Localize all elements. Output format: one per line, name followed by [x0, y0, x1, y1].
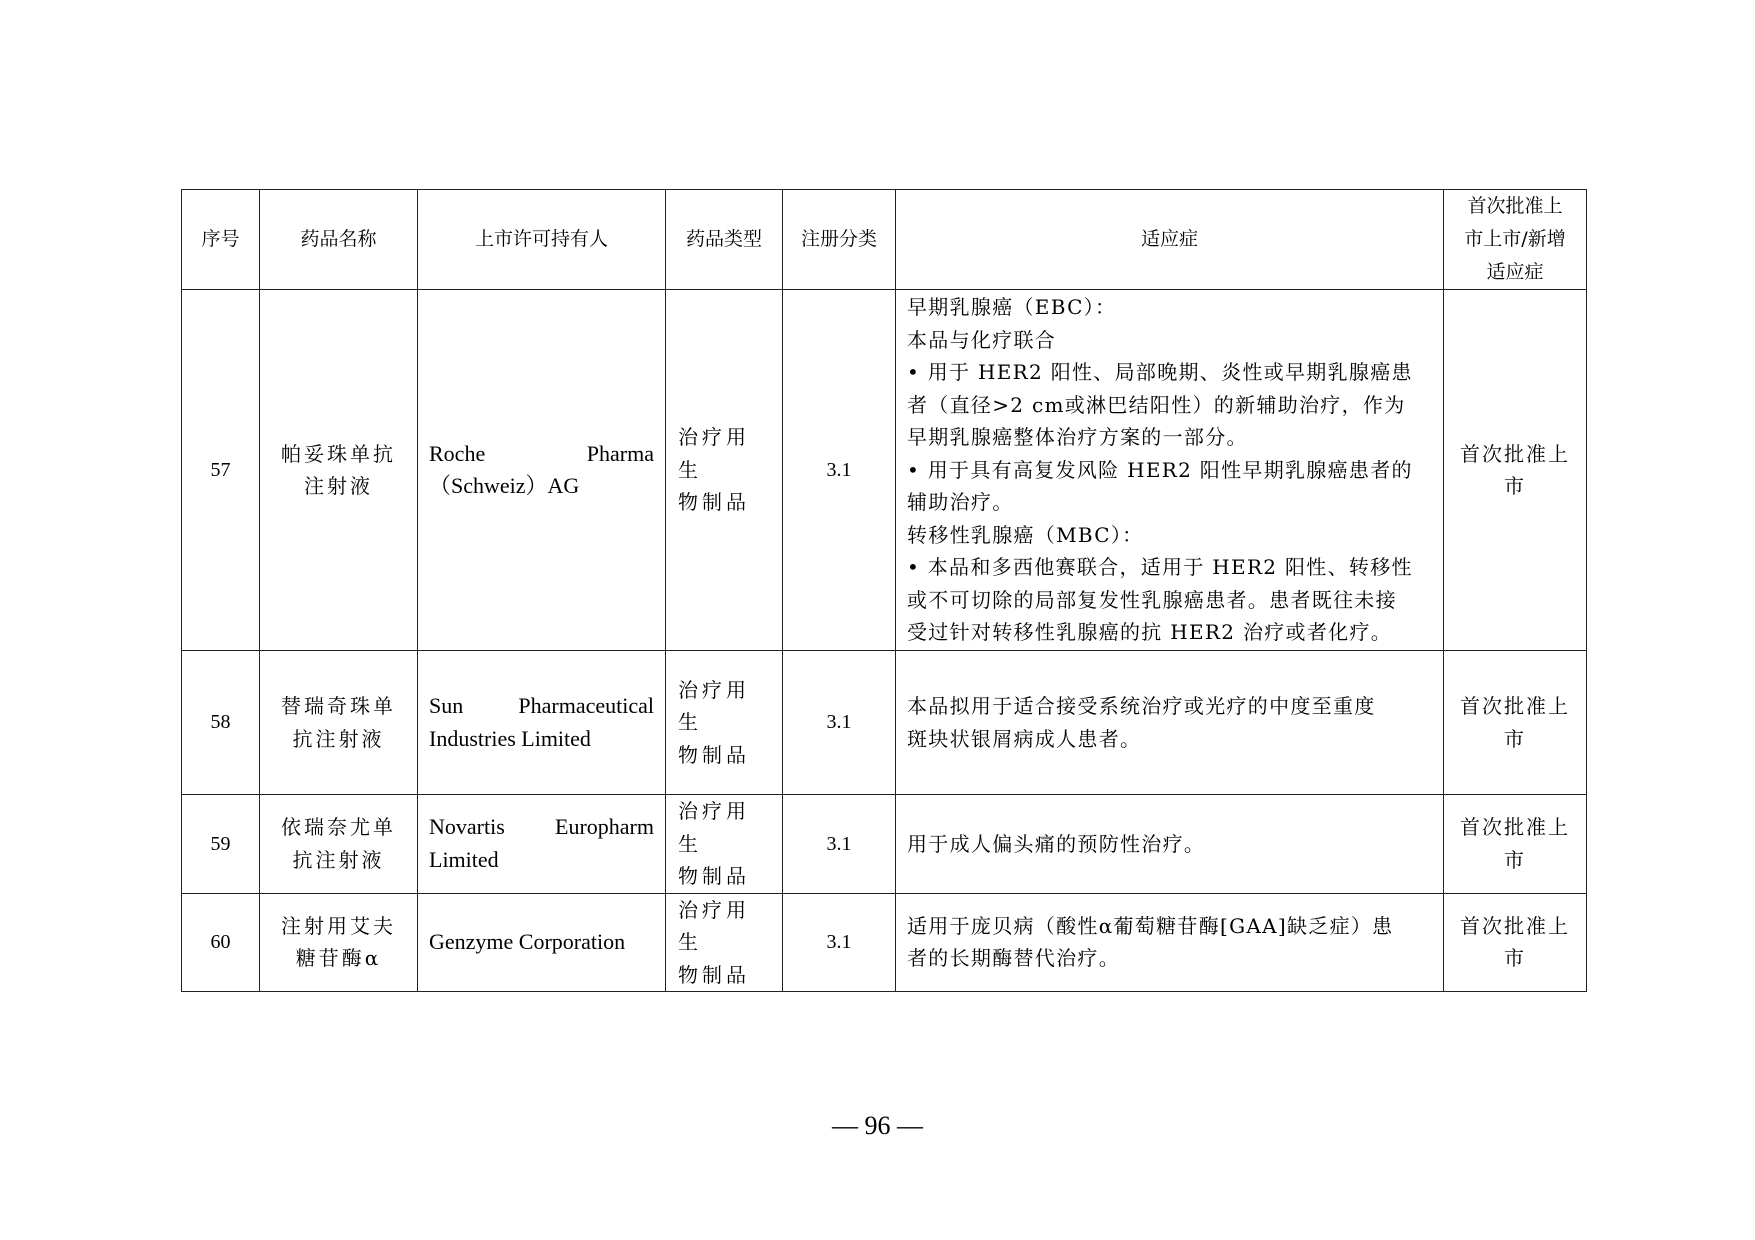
registration-class-cell: 3.1 [783, 290, 896, 651]
header-approval-status-line: 首次批准上 [1467, 195, 1563, 217]
indication-line: • 本品和多西他赛联合，适用于 HER2 阳性、转移性 [907, 555, 1413, 580]
drug-name-line: 糖苷酶α [295, 946, 382, 971]
indication-line: 早期乳腺癌整体治疗方案的一部分。 [907, 425, 1248, 450]
indication-line: 受过针对转移性乳腺癌的抗 HER2 治疗或者化疗。 [907, 620, 1393, 645]
registration-class-cell: 3.1 [783, 651, 896, 795]
serial-number-cell: 58 [182, 651, 260, 795]
holder-line: Novartis Europharm [429, 814, 654, 840]
indication-line: 者（直径>2 cm或淋巴结阳性）的新辅助治疗，作为 [907, 392, 1406, 417]
drug-type-cell [666, 795, 783, 894]
approval-status-line: 市 [1504, 726, 1526, 751]
indication-line: 本品拟用于适合接受系统治疗或光疗的中度至重度 [907, 694, 1376, 718]
drug-approval-table [181, 189, 1587, 992]
approval-status-cell [1444, 651, 1587, 795]
header-indication: 适应症 [896, 190, 1444, 290]
serial-number-cell: 60 [182, 893, 260, 992]
holder-cell [418, 893, 666, 992]
approval-status-line: 市 [1504, 474, 1526, 498]
indication-line: • 用于 HER2 阳性、局部晚期、炎性或早期乳腺癌患 [907, 360, 1413, 385]
table-row [182, 893, 1587, 992]
table-header-row [182, 190, 1587, 290]
approval-status-cell [1444, 290, 1587, 651]
header-approval-status [1444, 190, 1587, 290]
indication-line: 适用于庞贝病（酸性α葡萄糖苷酶[GAA]缺乏症）患 [907, 913, 1394, 938]
drug-type-line: 物制品 [678, 490, 750, 515]
holder-line: Industries Limited [429, 725, 591, 751]
drug-type-line: 物制品 [678, 742, 750, 767]
approval-status-line: 市 [1504, 847, 1526, 872]
drug-name-cell [260, 795, 418, 894]
approval-status-line: 首次批准上 [1460, 441, 1570, 466]
drug-name-cell [260, 290, 418, 651]
drug-name-line: 抗注射液 [292, 847, 385, 872]
holder-cell [418, 795, 666, 894]
approval-status-line: 市 [1504, 946, 1526, 971]
header-marketing-authorization-holder: 上市许可持有人 [418, 190, 666, 290]
holder-line: Sun Pharmaceutical [429, 693, 654, 718]
holder-line: （Schweiz）AG [429, 473, 580, 498]
drug-type-line: 物制品 [678, 864, 750, 888]
approval-status-cell [1444, 893, 1587, 992]
page-number: — 96 — [832, 1111, 923, 1140]
indication-line: 者的长期酶替代治疗。 [907, 946, 1120, 971]
drug-name-cell [260, 651, 418, 795]
indication-line: 转移性乳腺癌（MBC）： [907, 522, 1144, 547]
drug-type-line: 治疗用生 [678, 425, 750, 482]
drug-type-line: 治疗用生 [678, 677, 750, 735]
header-registration-class: 注册分类 [783, 190, 896, 290]
indication-cell [896, 290, 1444, 651]
drug-name-line: 替瑞奇珠单 [281, 694, 396, 718]
drug-name-line: 抗注射液 [292, 726, 385, 751]
holder-line: Genzyme Corporation [429, 929, 626, 954]
serial-number-cell: 59 [182, 795, 260, 894]
header-approval-status-line: 市上市/新增 [1464, 228, 1566, 250]
header-drug-type: 药品类型 [666, 190, 783, 290]
drug-name-line: 依瑞奈尤单 [281, 815, 396, 840]
holder-cell [418, 651, 666, 795]
indication-line: 辅助治疗。 [907, 490, 1014, 515]
drug-name-line: 注射液 [304, 474, 373, 498]
approval-status-line: 首次批准上 [1460, 913, 1570, 938]
drug-type-cell [666, 290, 783, 651]
drug-type-line: 治疗用生 [678, 799, 750, 856]
indication-line: • 用于具有高复发风险 HER2 阳性早期乳腺癌患者的 [907, 457, 1413, 482]
drug-type-line: 治疗用生 [678, 897, 750, 954]
table-row [182, 290, 1587, 651]
holder-line: Roche Pharma [429, 440, 654, 466]
holder-cell [418, 290, 666, 651]
drug-type-cell [666, 651, 783, 795]
drug-name-line: 注射用艾夫 [281, 913, 396, 938]
registration-class-cell: 3.1 [783, 795, 896, 894]
table-row [182, 795, 1587, 894]
indication-line: 本品与化疗联合 [907, 327, 1057, 352]
serial-number-cell: 57 [182, 290, 260, 651]
drug-type-line: 物制品 [678, 962, 750, 987]
drug-name-cell [260, 893, 418, 992]
drug-name-line: 帕妥珠单抗 [281, 441, 396, 466]
indication-line: 或不可切除的局部复发性乳腺癌患者。患者既往未接 [907, 587, 1397, 612]
approval-status-cell [1444, 795, 1587, 894]
approval-status-line: 首次批准上 [1460, 694, 1570, 718]
header-serial-number: 序号 [182, 190, 260, 290]
registration-class-cell: 3.1 [783, 893, 896, 992]
holder-line: Limited [429, 846, 499, 872]
header-approval-status-line: 适应症 [1486, 261, 1544, 283]
indication-line: 早期乳腺癌（EBC）： [907, 295, 1117, 320]
header-drug-name: 药品名称 [260, 190, 418, 290]
indication-line: 用于成人偏头痛的预防性治疗。 [907, 831, 1206, 856]
indication-line: 斑块状银屑病成人患者。 [907, 726, 1142, 751]
approval-status-line: 首次批准上 [1460, 815, 1570, 840]
table-row [182, 651, 1587, 795]
indication-cell [896, 651, 1444, 795]
indication-cell [896, 795, 1444, 894]
indication-cell [896, 893, 1444, 992]
drug-type-cell [666, 893, 783, 992]
